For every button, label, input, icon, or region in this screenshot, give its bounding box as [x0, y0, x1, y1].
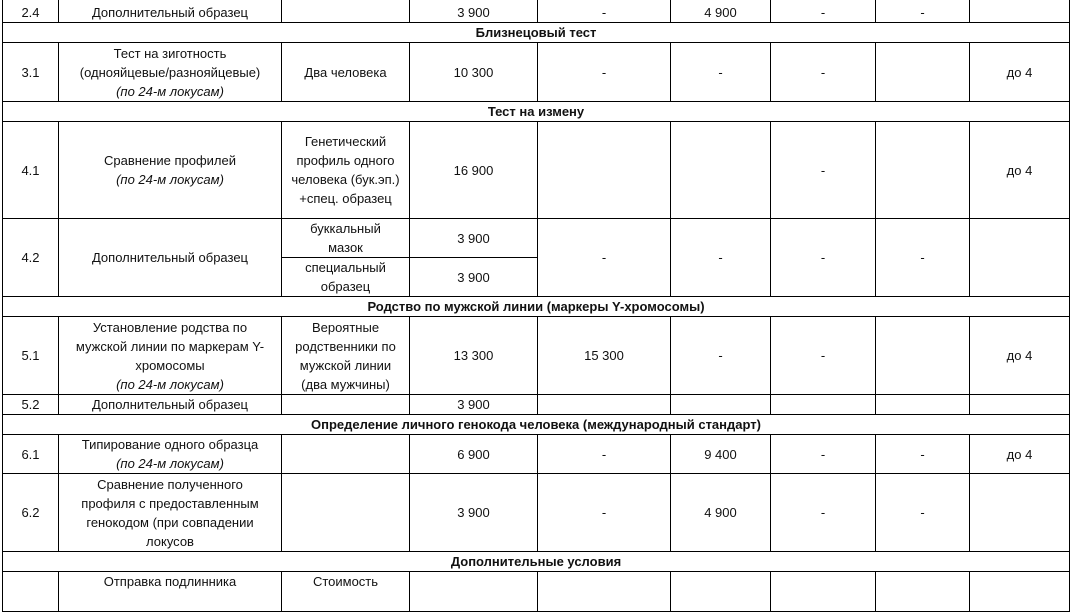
service-name-line: Сравнение профилей — [104, 153, 236, 168]
price-cell: - — [771, 43, 876, 102]
sample-cell — [282, 474, 410, 552]
price-cell: - — [876, 219, 970, 297]
price-cell: - — [771, 122, 876, 219]
price-cell: - — [876, 0, 970, 23]
service-name — [59, 43, 282, 102]
price-cell: 4 900 — [671, 0, 771, 23]
sample-cell: Вероятные родственники по мужской линии (два мужчины) — [282, 317, 410, 395]
table-row — [3, 435, 1070, 474]
service-name-line: Типирование одного образца — [81, 437, 259, 452]
term-cell — [970, 219, 1070, 297]
term-cell: до 4 — [970, 317, 1070, 395]
price-cell — [876, 43, 970, 102]
price-cell: 3 900 — [410, 474, 538, 552]
price-cell — [671, 122, 771, 219]
price-cell — [671, 572, 771, 612]
price-cell: - — [671, 219, 771, 297]
price-cell: 15 300 — [538, 317, 671, 395]
table-row — [3, 43, 1070, 102]
table-row — [3, 219, 1070, 258]
price-cell: 3 900 — [410, 395, 538, 415]
table-row — [3, 122, 1070, 219]
price-cell — [876, 122, 970, 219]
service-name: Сравнение полученного профиля с предоставленным генокодом (при совпадении локусов — [59, 474, 282, 552]
service-name — [59, 435, 282, 474]
sample-cell — [282, 435, 410, 474]
row-number: 3.1 — [3, 43, 59, 102]
section-row — [3, 415, 1070, 435]
section-row — [3, 23, 1070, 43]
row-number: 4.1 — [3, 122, 59, 219]
term-cell — [970, 572, 1070, 612]
section-heading: Определение личного генокода человека (международный стандарт) — [3, 415, 1070, 435]
service-name — [59, 122, 282, 219]
price-cell — [538, 572, 671, 612]
table-row — [3, 317, 1070, 395]
sample-cell: буккальный мазок — [282, 219, 410, 258]
service-note: (по 24-м локусам) — [116, 172, 224, 187]
section-heading: Близнецовый тест — [3, 23, 1070, 43]
section-heading: Родство по мужской линии (маркеры Y-хромосомы) — [3, 297, 1070, 317]
price-cell: 16 900 — [410, 122, 538, 219]
sample-cell: Стоимость — [282, 572, 410, 612]
price-cell: - — [876, 474, 970, 552]
section-row — [3, 552, 1070, 572]
row-number: 6.1 — [3, 435, 59, 474]
price-table — [2, 0, 1070, 612]
section-heading: Дополнительные условия — [3, 552, 1070, 572]
row-number: 4.2 — [3, 219, 59, 297]
table-row — [3, 0, 1070, 23]
sample-cell: Генетический профиль одного человека (бук.эп.) +спец. образец — [282, 122, 410, 219]
section-row — [3, 102, 1070, 122]
price-cell: - — [671, 43, 771, 102]
price-cell: - — [538, 219, 671, 297]
service-name: Дополнительный образец — [59, 0, 282, 23]
table-row — [3, 395, 1070, 415]
price-cell — [876, 572, 970, 612]
row-number: 5.2 — [3, 395, 59, 415]
price-cell — [538, 395, 671, 415]
service-name — [59, 317, 282, 395]
service-name-line: Тест на зиготность — [113, 45, 227, 61]
section-heading: Тест на измену — [3, 102, 1070, 122]
price-cell: 9 400 — [671, 435, 771, 474]
service-name: Дополнительный образец — [59, 219, 282, 297]
price-cell: - — [876, 435, 970, 474]
price-cell: - — [538, 43, 671, 102]
price-cell: 10 300 — [410, 43, 538, 102]
sample-cell — [282, 395, 410, 415]
price-cell — [876, 317, 970, 395]
term-cell — [970, 0, 1070, 23]
price-cell: - — [671, 317, 771, 395]
term-cell: до 4 — [970, 122, 1070, 219]
price-cell: 4 900 — [671, 474, 771, 552]
sample-cell — [282, 0, 410, 23]
service-note: (по 24-м локусам) — [116, 376, 224, 392]
service-note: (по 24-м локусам) — [116, 83, 224, 99]
price-cell — [771, 572, 876, 612]
price-cell: 3 900 — [410, 219, 538, 258]
price-cell: - — [538, 0, 671, 23]
price-cell: - — [771, 0, 876, 23]
sample-cell: Два человека — [282, 43, 410, 102]
price-cell: - — [538, 474, 671, 552]
price-cell: - — [771, 435, 876, 474]
price-cell: - — [538, 435, 671, 474]
row-number: 5.1 — [3, 317, 59, 395]
term-cell — [970, 474, 1070, 552]
service-name-line: Установление родства по мужской линии по маркерам Y-хромосомы — [75, 319, 265, 373]
price-cell — [771, 395, 876, 415]
term-cell: до 4 — [970, 435, 1070, 474]
service-name: Дополнительный образец — [59, 395, 282, 415]
row-number: 2.4 — [3, 0, 59, 23]
sample-cell: специальный образец — [282, 258, 410, 297]
price-cell — [410, 572, 538, 612]
service-name: Отправка подлинника — [59, 572, 282, 612]
price-cell: 6 900 — [410, 435, 538, 474]
price-cell: - — [771, 474, 876, 552]
term-cell — [970, 395, 1070, 415]
service-note: (по 24-м локусам) — [116, 456, 224, 471]
price-cell: 13 300 — [410, 317, 538, 395]
row-number — [3, 572, 59, 612]
price-cell: - — [771, 317, 876, 395]
term-cell: до 4 — [970, 43, 1070, 102]
section-row — [3, 297, 1070, 317]
price-cell — [671, 395, 771, 415]
price-cell — [538, 122, 671, 219]
table-row — [3, 572, 1070, 612]
service-name-line: (однояйцевые/разнояйцевые) — [79, 64, 261, 80]
table-row — [3, 474, 1070, 552]
price-cell: 3 900 — [410, 258, 538, 297]
price-cell: 3 900 — [410, 0, 538, 23]
price-cell — [876, 395, 970, 415]
price-cell: - — [771, 219, 876, 297]
row-number: 6.2 — [3, 474, 59, 552]
